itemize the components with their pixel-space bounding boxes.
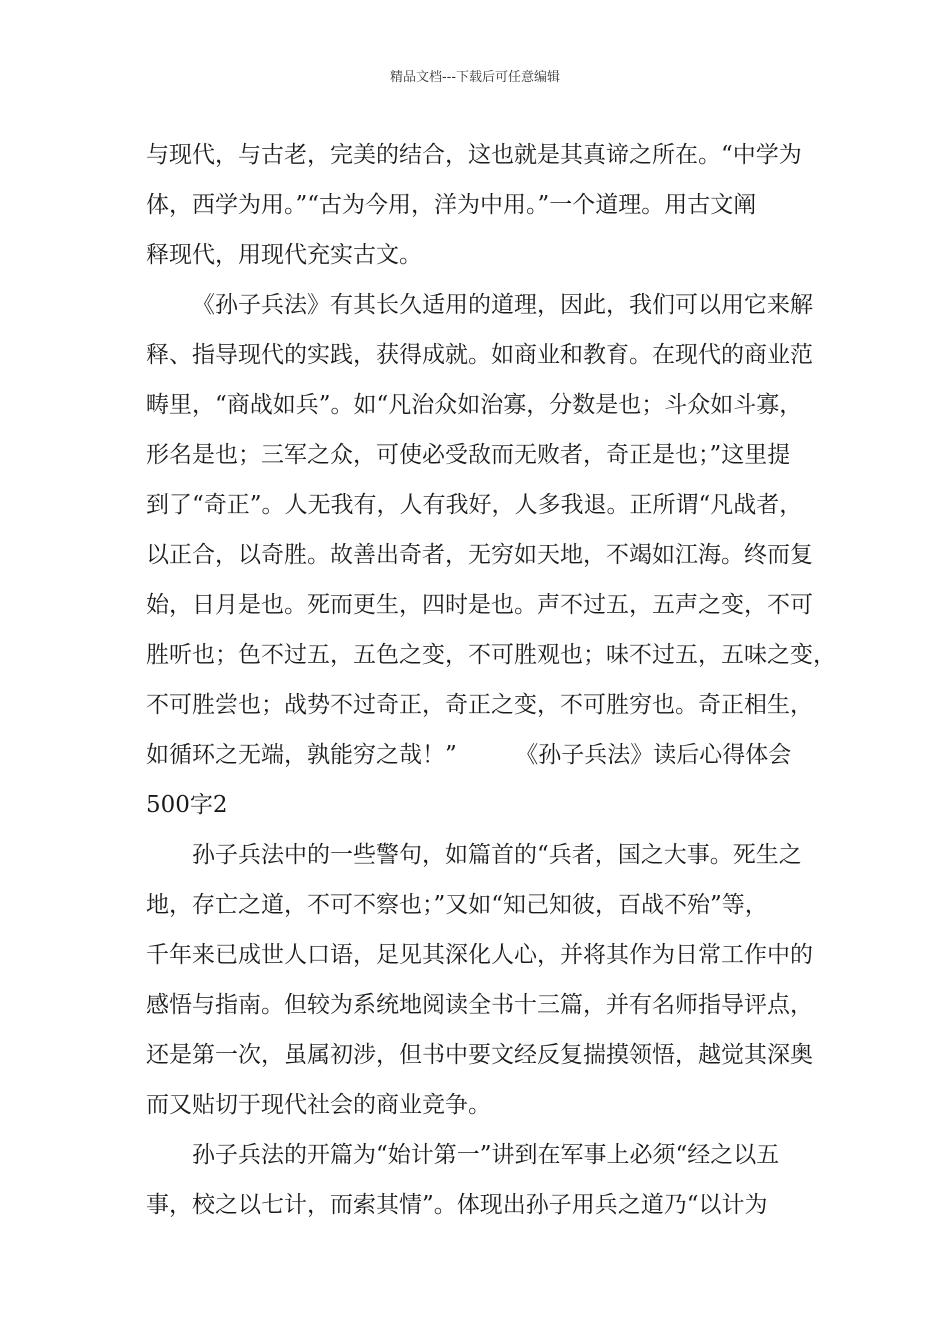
text-line: 地，存亡之道，不可不察也；”又如“知己知彼，百战不殆”等， bbox=[146, 892, 768, 918]
text-line: 感悟与指南。但较为系统地阅读全书十三篇，并有名师指导评点， bbox=[146, 992, 813, 1018]
text-line: 事，校之以七计，而索其情”。体现出孙子用兵之道乃“以计为 bbox=[146, 1192, 768, 1218]
text-line: 释、指导现代的实践，获得成就。如商业和教育。在现代的商业范 bbox=[146, 342, 813, 368]
text-line: 始，日月是也。死而更生，四时是也。声不过五，五声之变，不可 bbox=[146, 592, 813, 618]
text-line: 到了“奇正”。人无我有，人有我好，人多我退。正所谓“凡战者， bbox=[146, 492, 803, 518]
text-line: 不可胜尝也；战势不过奇正，奇正之变，不可胜穷也。奇正相生， bbox=[146, 692, 813, 718]
text-line: 胜听也；色不过五，五色之变，不可胜观也；味不过五，五味之变， bbox=[146, 642, 836, 668]
body-text bbox=[146, 130, 836, 1230]
text-line: 畴里，“商战如兵”。如“凡治众如治寡，分数是也；斗众如斗寡， bbox=[146, 392, 803, 418]
text-line: 500字2 bbox=[146, 792, 228, 818]
text-line: 而又贴切于现代社会的商业竞争。 bbox=[146, 1092, 491, 1118]
inline-article-title: 《孙子兵法》读后心得体会 bbox=[526, 742, 792, 768]
text-line: 还是第一次，虽属初涉，但书中要文经反复揣摸领悟，越觉其深奥 bbox=[146, 1042, 813, 1068]
text-line: 孙子兵法的开篇为“始计第一”讲到在军事上必须“经之以五 bbox=[192, 1142, 780, 1168]
text-line: 千年来已成世人口语，足见其深化人心，并将其作为日常工作中的 bbox=[146, 942, 813, 968]
text-line: 释现代，用现代充实古文。 bbox=[146, 242, 422, 268]
page-header: 精品文档---下载后可任意编辑 bbox=[389, 70, 561, 85]
text-line-start: 如循环之无端，孰能穷之哉！” bbox=[146, 742, 457, 768]
text-line-with-title bbox=[146, 730, 826, 780]
text-line: 与现代，与古老，完美的结合，这也就是其真谛之所在。“中学为 bbox=[146, 142, 802, 168]
text-line: 形名是也；三军之众，可使必受敌而无败者，奇正是也；”这里提 bbox=[146, 442, 791, 468]
text-line: 以正合，以奇胜。故善出奇者，无穷如天地，不竭如江海。终而复 bbox=[146, 542, 813, 568]
text-line: 体，西学为用。”“古为今用，洋为中用。”一个道理。用古文阐 bbox=[146, 192, 757, 218]
text-line: 《孙子兵法》有其长久适用的道理，因此，我们可以用它来解 bbox=[192, 292, 813, 318]
text-line: 孙子兵法中的一些警句，如篇首的“兵者，国之大事。死生之 bbox=[192, 842, 802, 868]
